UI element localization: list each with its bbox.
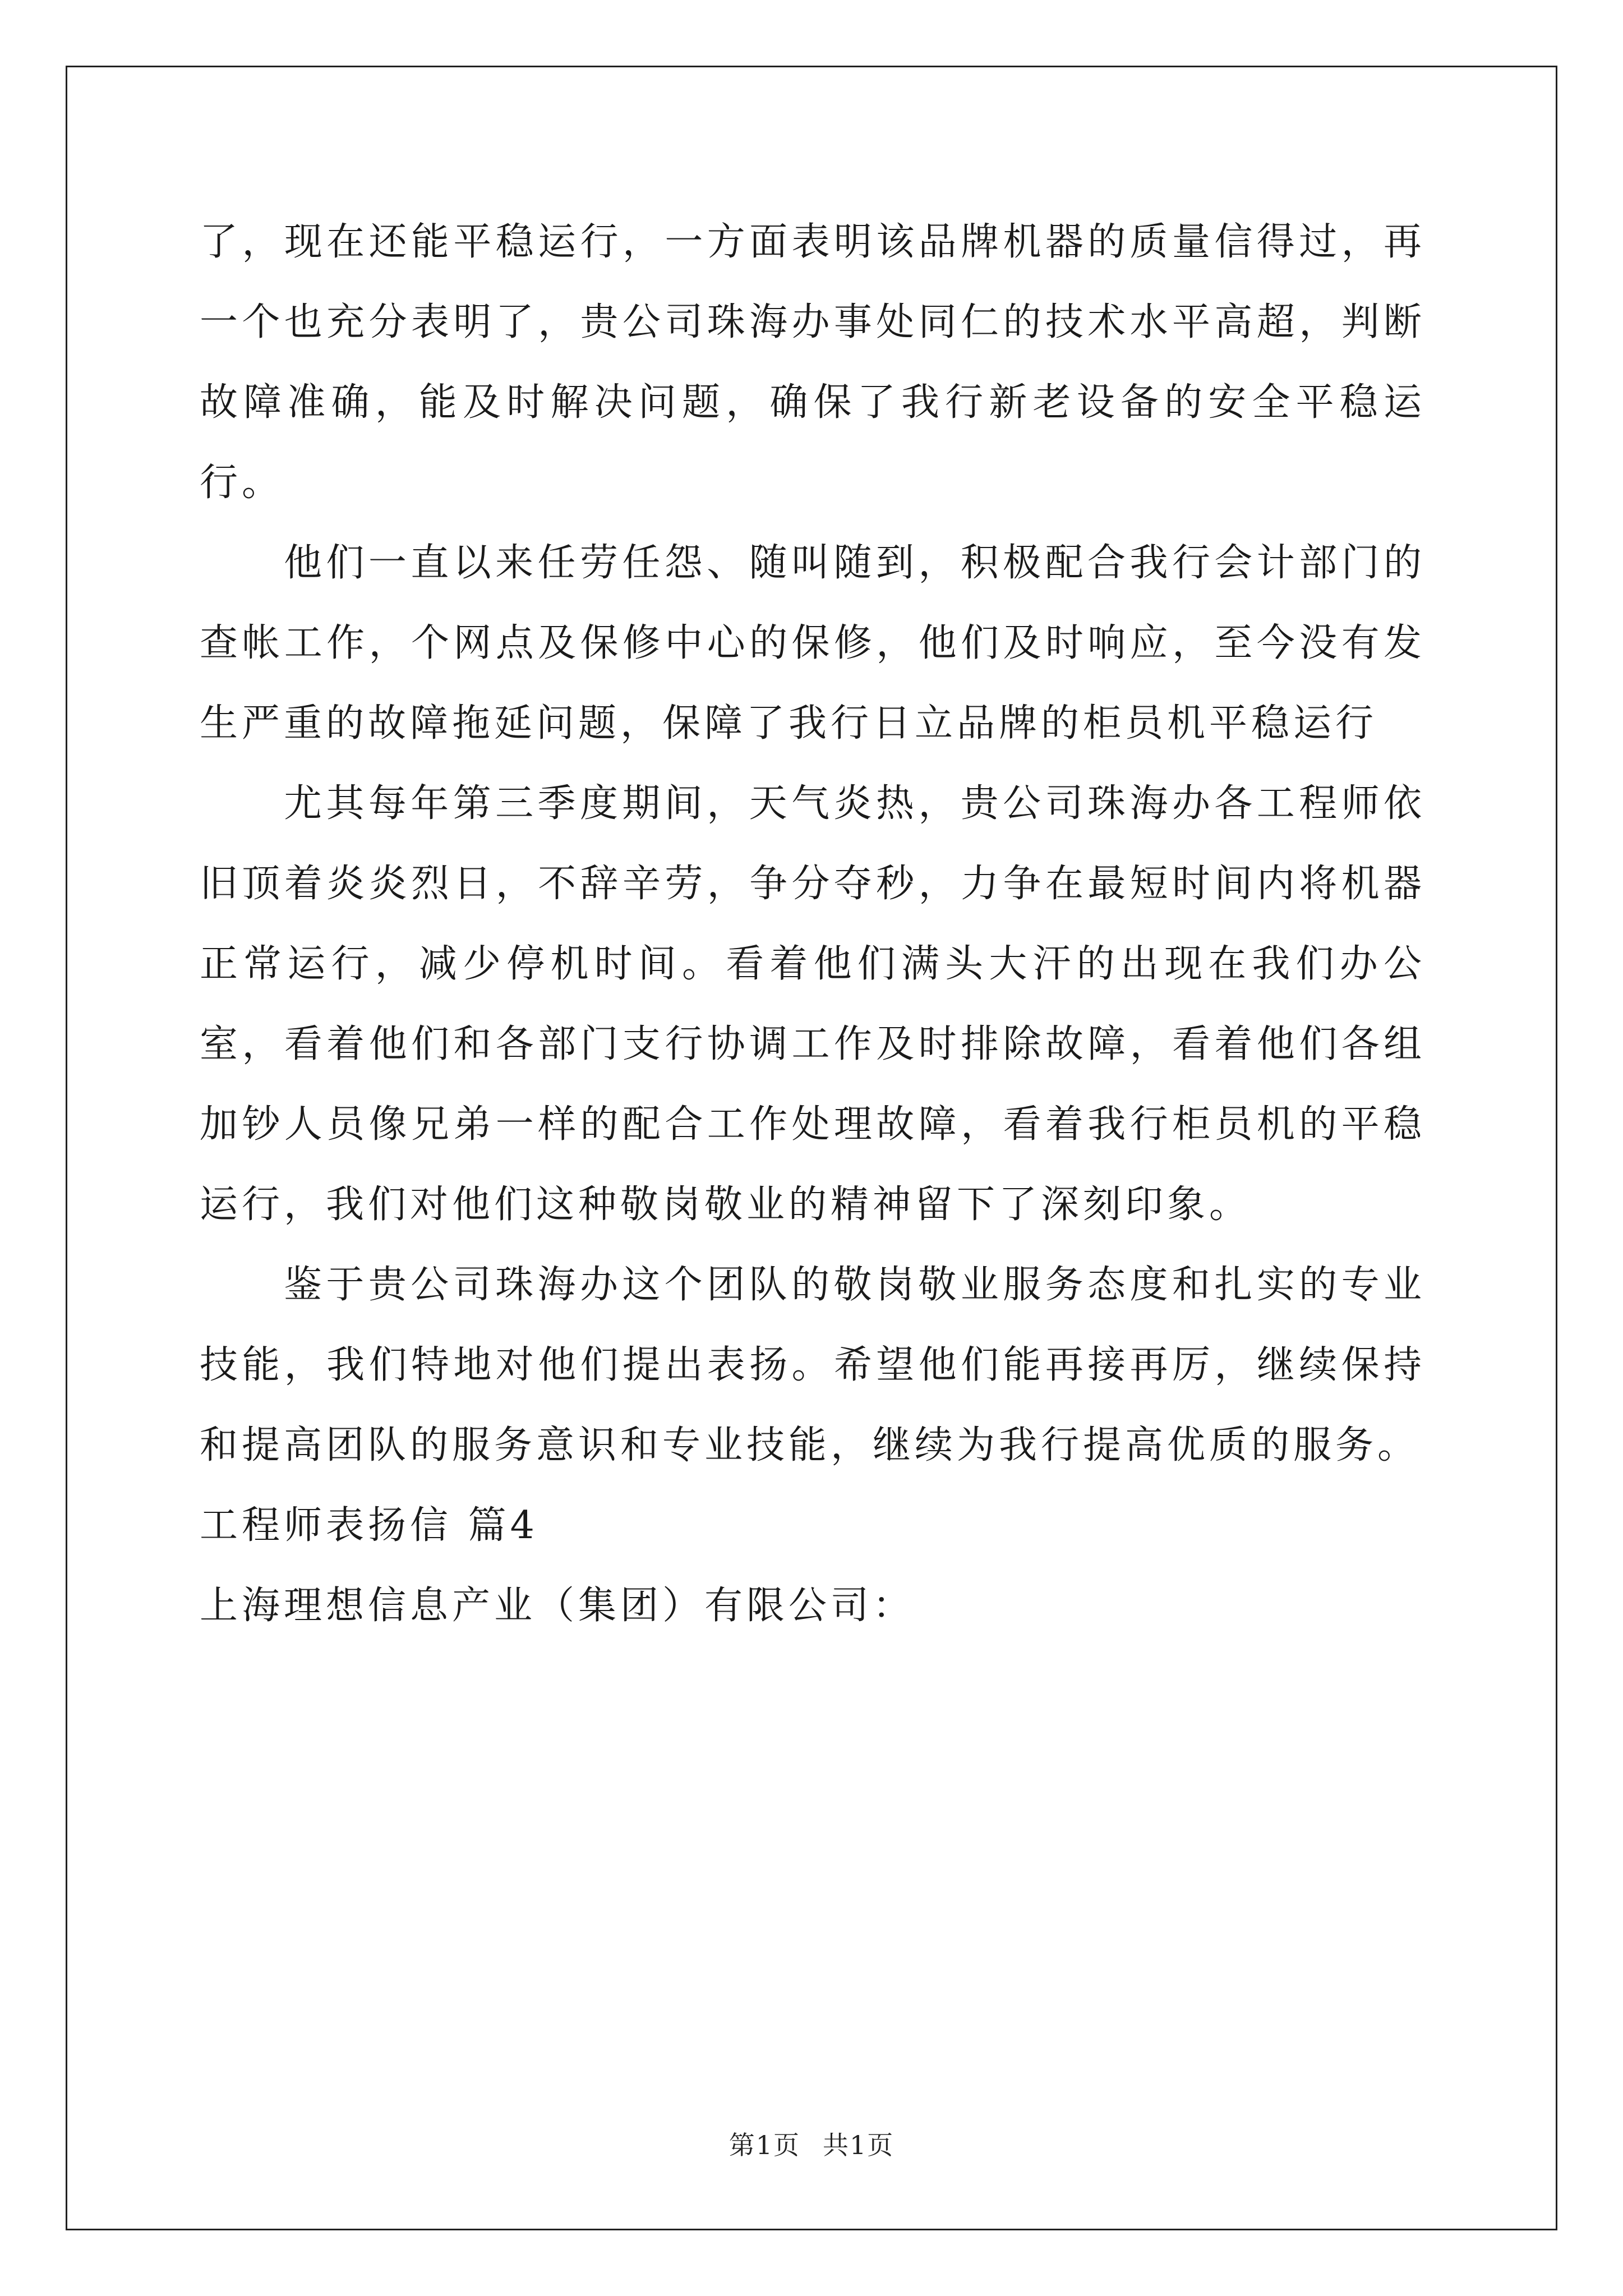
- page-number-current: 第1页: [728, 2130, 800, 2160]
- page-footer: [0, 2125, 1623, 2162]
- paragraph: 鉴于贵公司珠海办这个团队的敬岗敬业服务态度和扎实的专业技能，我们特地对他们提出表扬。希望他们能再接再厉，继续保持和提高团队的服务意识和专业技能，继续为我行提高优质的服务。: [200, 1263, 1426, 1467]
- document-body: [200, 202, 1426, 1646]
- section-heading: 工程师表扬信 篇4: [200, 1503, 538, 1548]
- page-number-total: 共1页: [823, 2130, 895, 2160]
- paragraph: 尤其每年第三季度期间，天气炎热，贵公司珠海办各工程师依旧顶着炎炎烈日，不辞辛劳，争分夺秒，力争在最短时间内将机器正常运行，减少停机时间。看着他们满头大汗的出现在我们办公室，看着他们和各部门支行协调工作及时排除故障，看着他们各组加钞人员像兄弟一样的配合工作处理故障，看着我行柜员机的平稳运行，我们对他们这种敬岗敬业的精神留下了深刻印象。: [200, 781, 1426, 1227]
- paragraph: 他们一直以来任劳任怨、随叫随到，积极配合我行会计部门的查帐工作，个网点及保修中心的保修，他们及时响应，至今没有发生严重的故障拖延问题，保障了我行日立品牌的柜员机平稳运行: [200, 541, 1426, 746]
- salutation: 上海理想信息产业（集团）有限公司：: [200, 1584, 915, 1628]
- paragraph-continuation: 了，现在还能平稳运行，一方面表明该品牌机器的质量信得过，再一个也充分表明了，贵公司珠海办事处同仁的技术水平高超，判断故障准确，能及时解决问题，确保了我行新老设备的安全平稳运行。: [200, 220, 1426, 505]
